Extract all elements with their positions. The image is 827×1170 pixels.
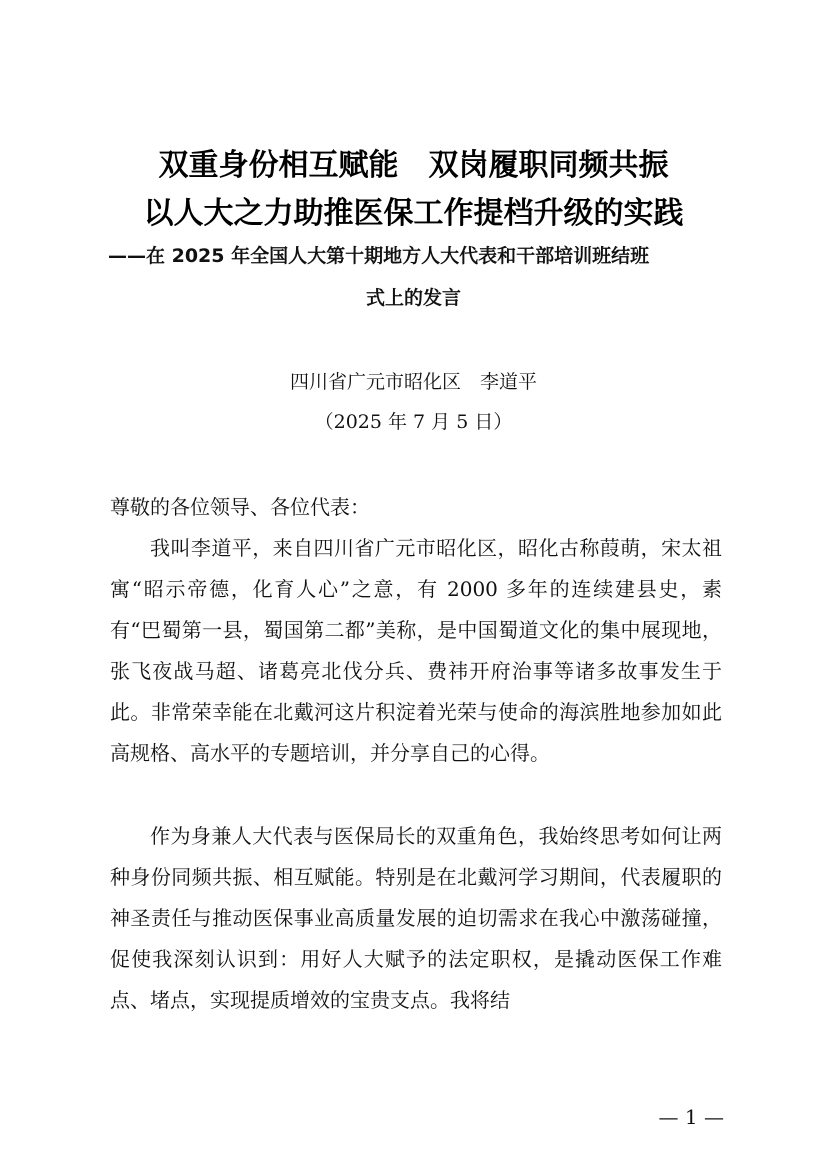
document-title-line1: 双重身份相互赋能 双岗履职同频共振 bbox=[158, 148, 669, 183]
body-paragraph: 作为身兼人大代表与医保局长的双重角色，我始终思考如何让两种身份同频共振、相互赋能。特别是在北戴河学习期间，代表履职的神圣责任与推动医保事业高质量发展的迫切需求在我心中激荡碰撞，促使我深刻认识到：用好人大赋予的法定职权，是撬动医保工作难点、堵点，实现提质增效的宝贵支点。我将结 bbox=[110, 824, 722, 1012]
page-number: — 1 — bbox=[658, 1105, 724, 1129]
document-title-line2: 以人大之力助推医保工作提档升级的实践 bbox=[143, 196, 684, 231]
author-line: 四川省广元市昭化区 李道平 bbox=[289, 371, 537, 393]
document-subtitle-line2: 式上的发言 bbox=[365, 287, 461, 309]
date-line: （2025 年 7 月 5 日） bbox=[314, 411, 513, 433]
salutation: 尊敬的各位领导、各位代表： bbox=[110, 495, 370, 519]
body-paragraph: 我叫李道平，来自四川省广元市昭化区，昭化古称葭萌，宋太祖寓“昭示帝德，化育人心”之意，有 2000 多年的连续建县史，素有“巴蜀第一县，蜀国第二都”美称，是中国蜀道文化的集中展现地，张飞夜战马超、诸葛亮北伐分兵、费祎开府治事等诸多故事发生于此。非常荣幸能在北戴河这片积淀着光荣与使命的海滨胜地参加如此高规格、高水平的专题培训，并分享自己的心得。 bbox=[110, 536, 722, 765]
document-subtitle-line1: ——在 2025 年全国人大第十期地方人大代表和干部培训班结班 bbox=[108, 245, 650, 267]
